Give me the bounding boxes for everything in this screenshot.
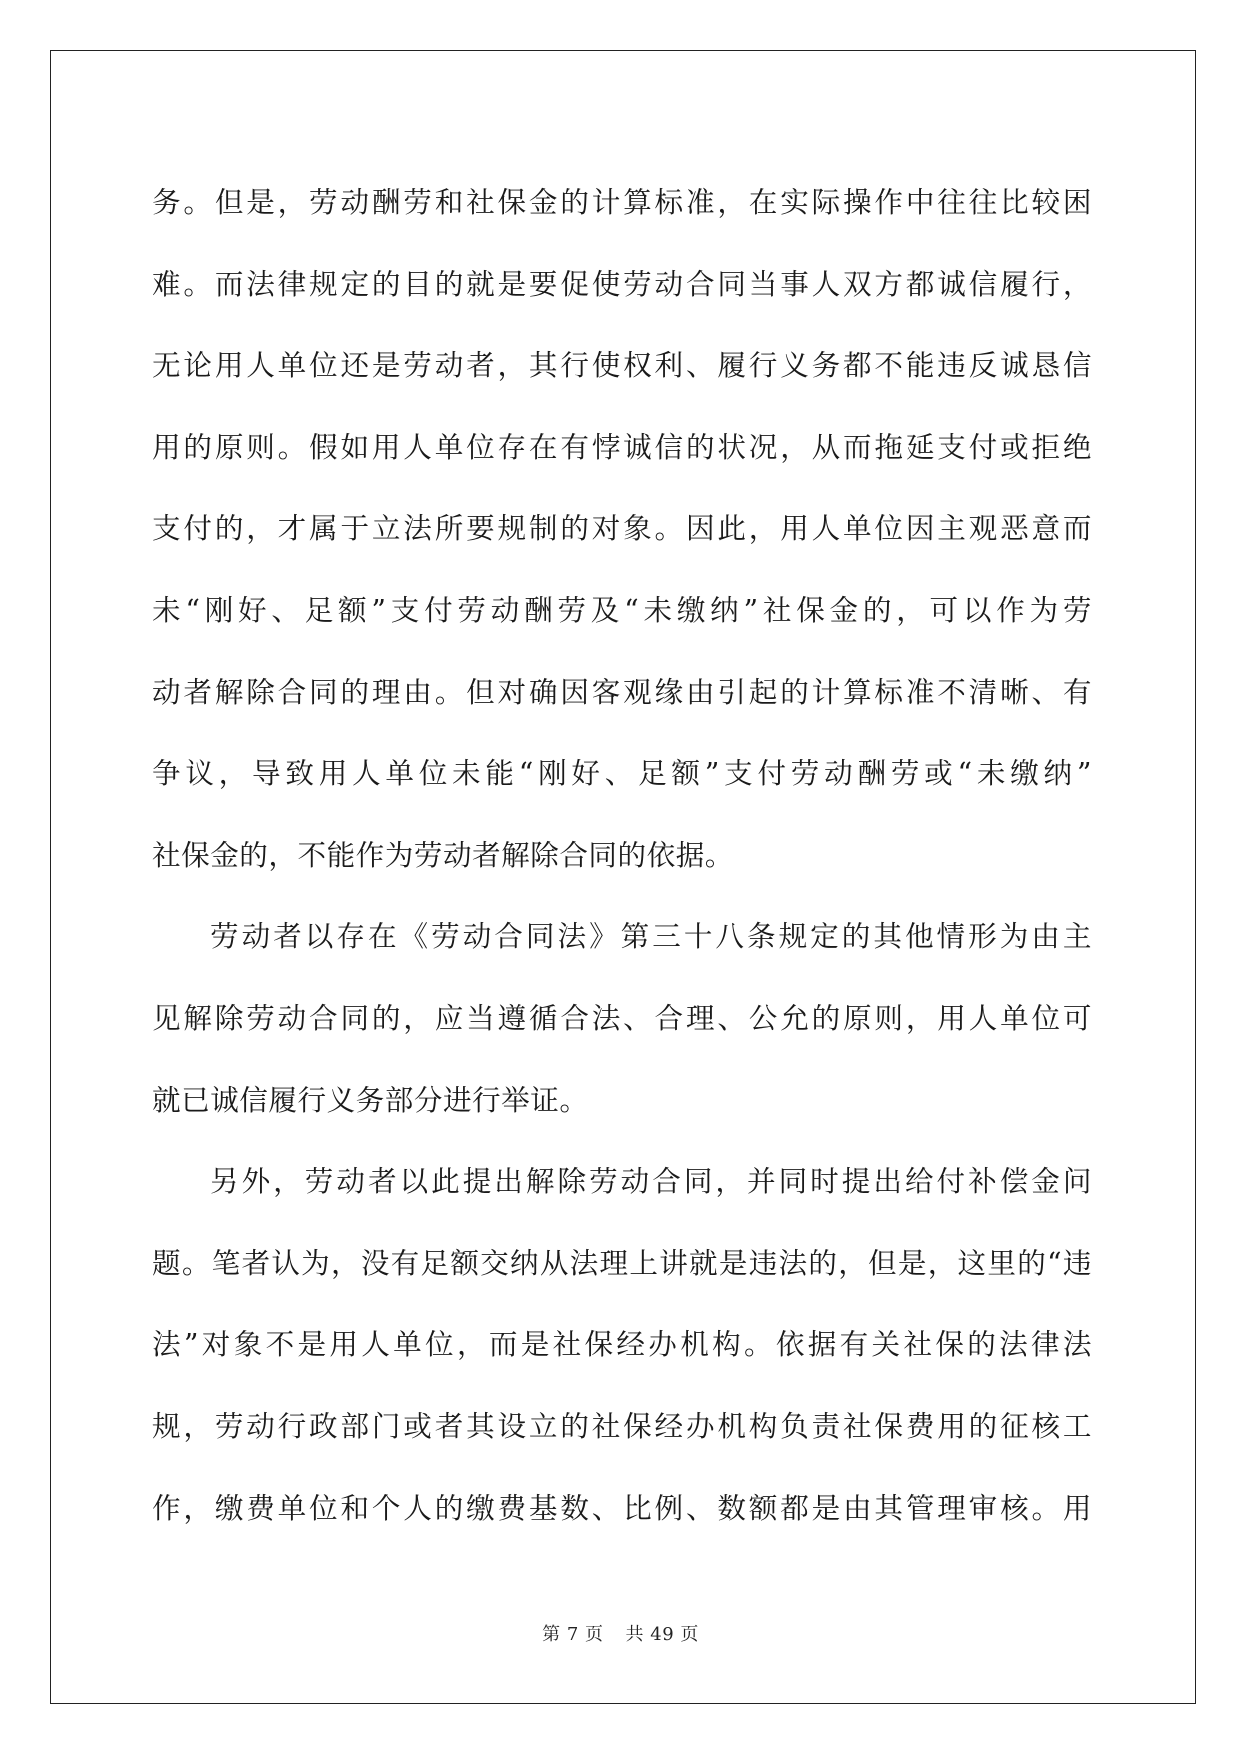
text-line: 难。而法律规定的目的就是要促使劳动合同当事人双方都诚信履行， (152, 266, 1092, 301)
page-footer (0, 1620, 1241, 1646)
text-line: 争议，导致用人单位未能“刚好、足额”支付劳动酬劳或“未缴纳” (152, 756, 1092, 791)
page-total: 共 49 页 (625, 1624, 699, 1645)
text-line: 题。笔者认为，没有足额交纳从法理上讲就是违法的，但是，这里的“违 (152, 1245, 1092, 1280)
text-line: 作，缴费单位和个人的缴费基数、比例、数额都是由其管理审核。用 (152, 1490, 1092, 1525)
text-line: 动者解除合同的理由。但对确因客观缘由引起的计算标准不清晰、有 (152, 674, 1092, 709)
text-line: 用的原则。假如用人单位存在有悖诚信的状况，从而拖延支付或拒绝 (152, 429, 1092, 464)
text-line: 劳动者以存在《劳动合同法》第三十八条规定的其他情形为由主 (210, 919, 1092, 954)
text-line: 法”对象不是用人单位，而是社保经办机构。依据有关社保的法律法 (152, 1327, 1092, 1362)
paragraph-1 (152, 162, 1092, 896)
text-line: 务。但是，劳动酬劳和社保金的计算标准，在实际操作中往往比较困 (152, 185, 1092, 219)
text-line: 另外，劳动者以此提出解除劳动合同，并同时提出给付补偿金问 (210, 1164, 1092, 1199)
text-line: 支付的，才属于立法所要规制的对象。因此，用人单位因主观恶意而 (152, 511, 1092, 546)
text-line: 无论用人单位还是劳动者，其行使权利、履行义务都不能违反诚恳信 (152, 348, 1092, 383)
paragraph-2 (152, 896, 1092, 1141)
text-line: 见解除劳动合同的，应当遵循合法、合理、公允的原则，用人单位可 (152, 1000, 1092, 1035)
text-line: 就已诚信履行义务部分进行举证。 (152, 1082, 589, 1117)
text-line: 规，劳动行政部门或者其设立的社保经办机构负责社保费用的征核工 (152, 1408, 1092, 1443)
document-body (152, 162, 1092, 1549)
text-line: 社保金的，不能作为劳动者解除合同的依据。 (152, 837, 734, 872)
text-line: 未“刚好、足额”支付劳动酬劳及“未缴纳”社保金的，可以作为劳 (152, 592, 1092, 627)
page-number: 第 7 页 (542, 1624, 604, 1645)
paragraph-3 (152, 1141, 1092, 1549)
